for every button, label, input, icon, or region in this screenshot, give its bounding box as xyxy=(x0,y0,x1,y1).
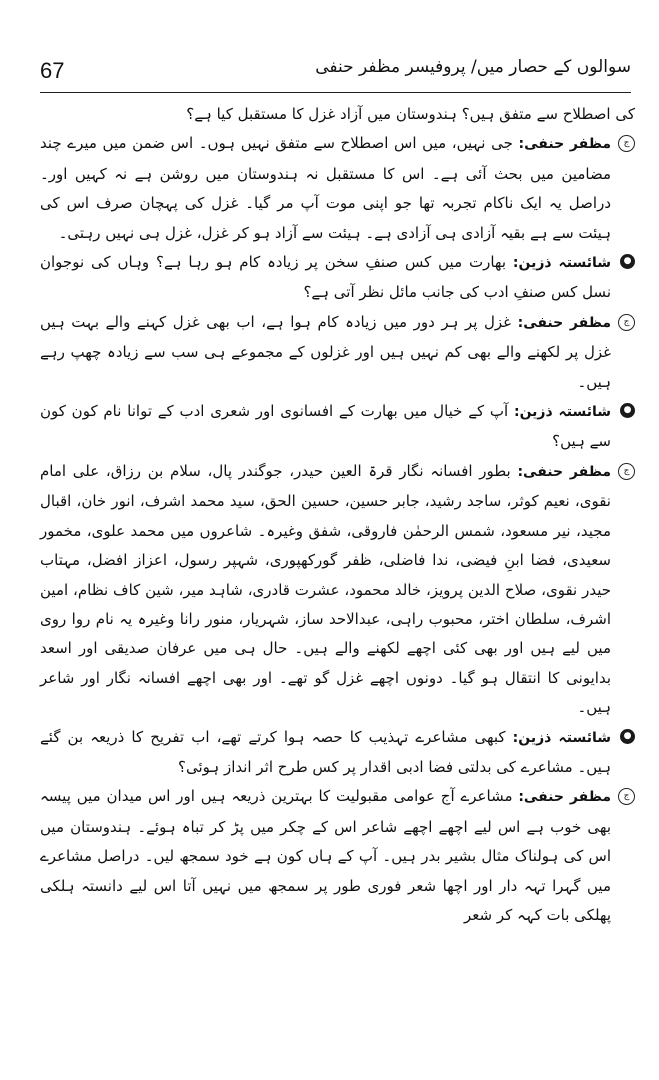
answer-marker-icon: ج xyxy=(618,135,635,152)
answer-marker-icon: ج xyxy=(618,788,635,805)
paragraph-text: جی نہیں، میں اس اصطلاح سے متفق نہیں ہوں۔ اس ضمن میں میرے چند مضامین میں بحث آئی ہے۔ اس کا مستقبل نہ ہندوستان میں روشن ہے نہ کہیں اور۔ دراصل یہ ایک ناکام تجربہ تھا جو اپنی موت آپ مر گیا۔ غزل کی پہچان صرف اس کی ہیئت سے ہے بقیہ آزادی ہی آزادی ہے۔ ہیئت سے آزاد ہو کر غزل، غزل ہی نہیں رہتی۔ xyxy=(40,134,611,242)
speaker-label: مظفر حنفی: xyxy=(518,789,612,806)
paragraph-text: بطور افسانہ نگار قرۃ العین حیدر، جوگندر پال، سلام بن رزاق، علی امام نقوی، نعیم کوثر، ساجد رشید، جابر حسین، حسین الحق، سید محمد اشرف، انور خان، اقبال مجید، نیر مسعود، شمس الرحمٰن فاروقی، شفق وغیرہ۔ شاعروں میں محمد علوی، مخمور سعیدی، فضا ابنِ فیضی، ندا فاضلی، ظفر گورکھپوری، شہپر رسول، اعزاز افضل، مہتاب حیدر نقوی، صلاح الدین پرویز، خالد محمود، عشرت قادری، شاہد میر، شین کاف نظام، امین اشرف، سلطان اختر، محبوب راہی، عبدالاحد ساز، شہریار، منور رانا وغیرہ یہ نام روا روی میں لیے ہیں اور بھی کئی اچھے لکھنے والے ہیں۔ حال ہی میں عرفان صدیقی اور اسعد بدایونی کا انتقال ہو گیا۔ دونوں اچھے غزل گو تھے۔ اور بھی اچھے افسانہ نگار اور شاعر ہیں۔ xyxy=(40,461,611,717)
question-marker-icon: ● xyxy=(620,254,635,269)
question-paragraph xyxy=(40,248,635,308)
paragraph-text: کبھی مشاعرے تہذیب کا حصہ ہوا کرتے تھے، اب تفریح کا ذریعہ بن گئے ہیں۔ مشاعرے کی بدلتی فضا ادبی اقدار پر کس طرح اثر انداز ہوئی؟ xyxy=(40,727,611,776)
speaker-label: مظفر حنفی: xyxy=(517,463,612,480)
question-marker-icon: ● xyxy=(620,729,635,744)
paragraph-text: آپ کے خیال میں بھارت کے افسانوی اور شعری ادب کے توانا نام کون کون سے ہیں؟ xyxy=(40,402,611,451)
speaker-label: شائستہ ذزین: xyxy=(512,729,611,746)
answer-marker-icon: ج xyxy=(618,463,635,480)
paragraph-text: بھارت میں کس صنفِ سخن پر زیادہ کام ہو رہا ہے؟ وہاں کی نوجوان نسل کس صنفِ ادب کی جانب مائل نظر آتی ہے؟ xyxy=(40,253,611,302)
answer-marker-icon: ج xyxy=(618,314,635,331)
page-header xyxy=(40,52,631,92)
answer-paragraph xyxy=(40,782,635,930)
speaker-label: مظفر حنفی: xyxy=(517,314,611,331)
paragraph-text: مشاعرے آج عوامی مقبولیت کا بہترین ذریعہ ہیں اور اس میدان میں پیسہ بھی خوب ہے اس لیے اچھے اچھے شاعر اس کے چکر میں پڑ کر تباہ ہوئے۔ ہندوستان میں اس کی ہولناک مثال بشیر بدر ہیں۔ آپ کے ہاں کون ہے خود سمجھ لیں۔ دراصل مشاعرے میں گہرا تہہ دار اور اچھا شعر فوری طور پر سمجھ میں نہیں آتا اس لیے دانستہ ہلکی پھلکی بات کہہ کر شعر xyxy=(40,787,611,924)
speaker-label: شائستہ ذزین: xyxy=(513,404,611,421)
running-head: سوالوں کے حصار میں/ پروفیسر مظفر حنفی xyxy=(315,57,631,77)
paragraph-text: کی اصطلاح سے متفق ہیں؟ ہندوستان میں آزاد غزل کا مستقبل کیا ہے؟ xyxy=(186,105,635,123)
answer-paragraph xyxy=(40,457,635,723)
speaker-label: شائستہ ذزین: xyxy=(512,255,611,272)
header-divider xyxy=(40,92,631,93)
question-paragraph xyxy=(40,397,635,457)
answer-paragraph xyxy=(40,308,635,397)
question-marker-icon: ● xyxy=(620,403,635,418)
page-number: 67 xyxy=(40,58,65,83)
speaker-label: مظفر حنفی: xyxy=(518,136,612,153)
question-paragraph xyxy=(40,723,635,783)
paragraph-text: غزل پر ہر دور میں زیادہ کام ہوا ہے، اب بھی غزل کہنے والے بہت ہیں غزل پر لکھنے والے بھی کم نہیں ہیں اور غزلوں کے مجموعے ہی سب سے زیادہ چھپ رہے ہیں۔ xyxy=(40,312,611,391)
interview-text xyxy=(40,100,635,930)
paragraph-continuation xyxy=(40,100,635,129)
answer-paragraph xyxy=(40,129,635,248)
